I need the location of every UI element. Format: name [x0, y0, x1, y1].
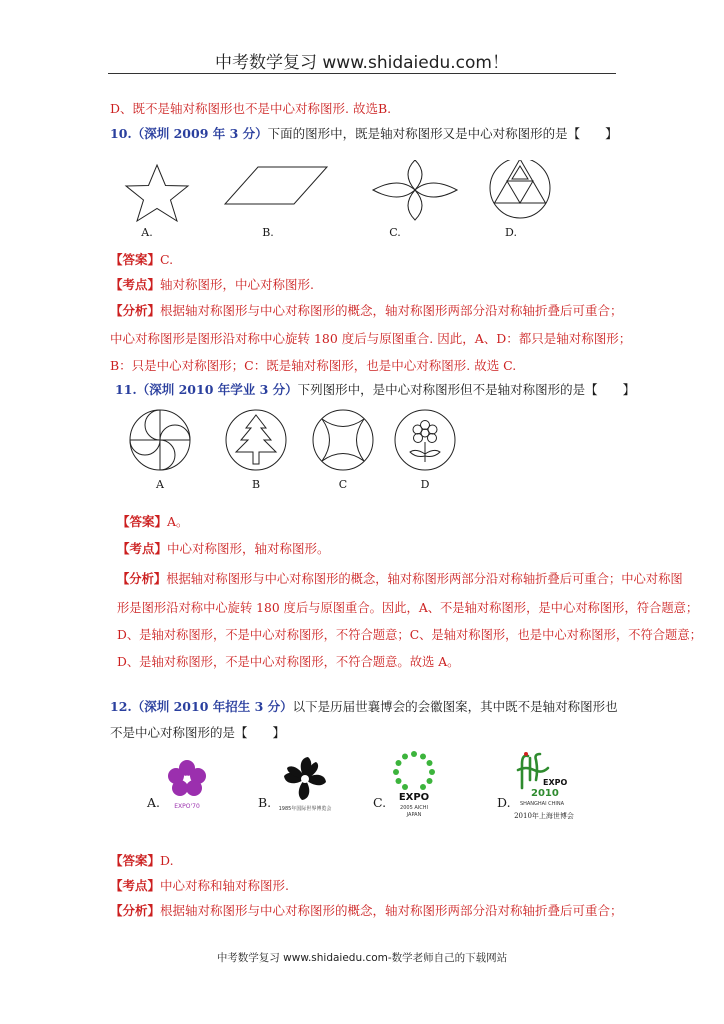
- q12-number: 12.（深圳 2010 年招生 3 分）: [110, 699, 293, 714]
- point-tag: 【考点】: [110, 878, 161, 893]
- q11-label-c: C: [338, 478, 348, 491]
- aichi-sub-2: JAPAN: [406, 812, 422, 818]
- q12-stem-line-2: 不是中心对称图形的是【 】: [110, 725, 286, 740]
- answer-tag: 【答案】: [110, 252, 161, 267]
- q12-label-d: D.: [497, 795, 511, 810]
- q9-conclusion: D、既不是轴对称图形也不是中心对称图形. 故选B.: [110, 101, 392, 116]
- aichi-expo-logo: [392, 750, 436, 790]
- header-divider: [108, 73, 616, 74]
- q10-label-b: B.: [262, 226, 274, 239]
- circle-triangle-figure: [490, 160, 550, 218]
- q11-analysis-2: 形是图形沿对称中心旋转 180 度后与原图重合。因此，A、不是轴对称图形，是中心对称图形，符合题意；: [117, 601, 699, 615]
- analysis-text: 根据轴对称图形与中心对称图形的概念，轴对称图形两部分沿对称轴折叠后可重合；中心对称图: [166, 572, 683, 586]
- q10-point: [110, 275, 314, 293]
- q12-text: 以下是历届世襄博会的会徽图案，其中既不是轴对称图形也: [292, 699, 618, 714]
- q12-label-b: B.: [258, 795, 272, 810]
- q11-number: 11.（深圳 2010 年学业 3 分）: [115, 382, 298, 397]
- point-tag: 【考点】: [110, 277, 161, 292]
- answer-text: C.: [160, 252, 174, 267]
- spiral-flower-logo: [278, 754, 332, 804]
- page-header-title: 中考数学复习 www.shidaiedu.com！: [215, 53, 509, 73]
- aichi-expo-wordmark: EXPO: [398, 792, 430, 803]
- page-footer: 中考数学复习 www.shidaiedu.com-数学老师自己的下载网站: [216, 952, 508, 964]
- analysis-text: 根据轴对称图形与中心对称图形的概念，轴对称图形两部分沿对称轴折叠后可重合；: [160, 303, 623, 318]
- shanghai-caption: 2010年上海世博会: [514, 812, 574, 820]
- q12-analysis-1: [110, 901, 623, 919]
- q10-analysis-3: B：只是中心对称图形；C：既是轴对称图形，也是中心对称图形. 故选 C.: [110, 358, 517, 373]
- analysis-text: 根据轴对称图形与中心对称图形的概念，轴对称图形两部分沿对称轴折叠后可重合；: [160, 903, 623, 918]
- q11-stem: [115, 380, 635, 398]
- q11-figures: [128, 408, 468, 474]
- analysis-tag: 【分析】: [117, 571, 167, 586]
- point-tag: 【考点】: [117, 541, 168, 556]
- point-text: 中心对称图形，轴对称图形。: [167, 541, 330, 556]
- q11-text: 下列图形中，是中心对称图形但不是轴对称图形的是【 】: [297, 382, 636, 397]
- aichi-sub-1: 2005 AICHI: [400, 805, 428, 811]
- q11-label-d: D: [420, 478, 430, 491]
- expo70-caption: EXPO'70: [174, 803, 200, 810]
- tree-circle-figure: [226, 410, 286, 470]
- q10-number: 10.（深圳 2009 年 3 分）: [110, 126, 268, 141]
- q11-analysis-4: D、是轴对称图形，不是中心对称图形，不符合题意。故选 A。: [117, 655, 460, 669]
- concave-square-circle-figure: [313, 410, 373, 470]
- spiral-logo-caption: 1985年国际世界博览会: [278, 806, 332, 812]
- four-petal-figure: [373, 160, 457, 220]
- q10-text: 下面的图形中，既是轴对称图形又是中心对称图形的是【 】: [267, 126, 618, 141]
- q11-analysis-1: [117, 569, 683, 587]
- pinwheel-circle-figure: [130, 410, 190, 470]
- shanghai-expo-year: 2010: [531, 788, 559, 799]
- q10-stem: [110, 124, 618, 142]
- parallelogram-figure: [225, 167, 327, 204]
- q12-answer: [110, 851, 174, 869]
- q10-figures: [120, 160, 580, 224]
- q12-label-c: C.: [373, 795, 387, 810]
- q10-label-d: D.: [505, 226, 517, 239]
- analysis-tag: 【分析】: [110, 903, 161, 918]
- shanghai-sub: SHANGHAI CHINA: [519, 801, 565, 807]
- answer-tag: 【答案】: [110, 853, 161, 868]
- q10-analysis-1: [110, 301, 623, 319]
- q11-answer: [117, 512, 189, 530]
- q11-analysis-3: D、是轴对称图形，不是中心对称图形，不符合题意；C、是轴对称图形，也是中心对称图形，不符合题意；: [117, 628, 702, 642]
- star-figure: [126, 165, 188, 221]
- expo70-logo: [162, 757, 212, 805]
- q11-label-b: B: [251, 478, 261, 491]
- q12-point: [110, 876, 289, 894]
- q12-label-a: A.: [147, 795, 161, 810]
- answer-tag: 【答案】: [117, 514, 168, 529]
- q11-label-a: A: [156, 478, 164, 491]
- answer-text: A。: [167, 514, 189, 529]
- point-text: 中心对称和轴对称图形.: [160, 878, 289, 893]
- point-text: 轴对称图形，中心对称图形.: [160, 277, 314, 292]
- q10-label-c: C.: [389, 226, 401, 239]
- q10-label-a: A.: [141, 226, 153, 239]
- analysis-tag: 【分析】: [110, 303, 161, 318]
- flower-circle-figure: [395, 410, 455, 470]
- shanghai-expo-wordmark: EXPO: [543, 778, 568, 787]
- q10-analysis-2: 中心对称图形是图形沿对称中心旋转 180 度后与原图重合. 因此，A、D：都只是轴对称图形；: [110, 331, 632, 346]
- q12-stem-line-1: [110, 697, 618, 715]
- q10-answer: [110, 250, 173, 268]
- answer-text: D.: [160, 853, 174, 868]
- q11-point: [117, 539, 330, 557]
